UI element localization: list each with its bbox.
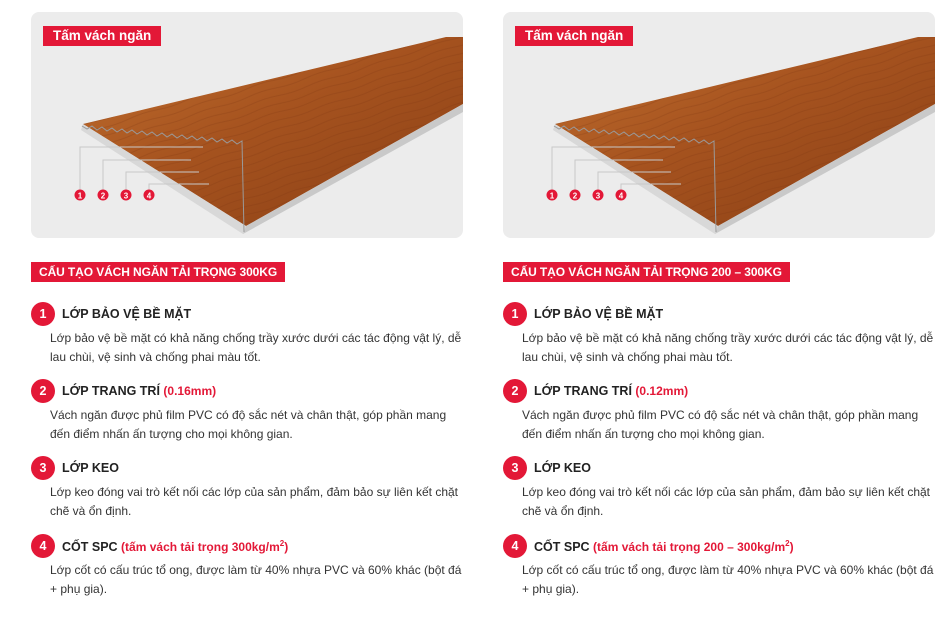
layer-title: LỚP BẢO VỆ BỀ MẶT	[62, 307, 192, 321]
marker-label: 1	[549, 191, 555, 201]
layer-title: LỚP KEO	[534, 461, 591, 475]
layer-number-badge: 1	[503, 302, 527, 326]
layer-load-note: (tấm vách tải trọng $300kg/m^2$)	[121, 539, 289, 554]
layer-number-badge: 3	[31, 456, 55, 480]
layer-title: CỐT SPC (tấm vách tải trọng $300kg/m^2$)	[62, 539, 289, 554]
layer-title: CỐT SPC (tấm vách tải trọng $200 - 300kg/m^2$)	[534, 539, 794, 554]
marker-label: 3	[123, 191, 129, 201]
layer-thickness: (0.12mm)	[635, 384, 689, 398]
layer-description: Lớp bảo vệ bề mặt có khả năng chống trầy xước dưới các tác động vật lý, dễ lau chùi, vệ sinh và chống phai màu tốt.	[50, 331, 462, 364]
layer-title: LỚP BẢO VỆ BỀ MẶT	[534, 307, 664, 321]
layer-markers	[75, 190, 155, 201]
layer-load-note: (tấm vách tải trọng $200 - 300kg/m^2$)	[593, 539, 794, 554]
layer-number-badge: 4	[31, 534, 55, 558]
layer-description: Lớp cốt có cấu trúc tổ ong, được làm từ 40% nhựa PVC và 60% khác (bột đá + phụ gia).	[50, 563, 462, 596]
image-tag: Tấm vách ngăn	[515, 26, 633, 46]
layer-number-badge: 3	[503, 456, 527, 480]
section-heading: CẤU TẠO VÁCH NGĂN TẢI TRỌNG 300KG	[31, 262, 285, 282]
marker-label: 2	[572, 191, 578, 201]
layer-description: Lớp keo đóng vai trò kết nối các lớp của sản phẩm, đảm bảo sự liên kết chặt chẽ và ổn định.	[522, 485, 930, 518]
layer-description: Lớp keo đóng vai trò kết nối các lớp của sản phẩm, đảm bảo sự liên kết chặt chẽ và ổn định.	[50, 485, 458, 518]
panel-illustration	[503, 12, 935, 238]
layer-thickness: (0.16mm)	[163, 384, 217, 398]
layer-title: LỚP KEO	[62, 461, 119, 475]
marker-label: 4	[146, 191, 152, 201]
layer-number-badge: 4	[503, 534, 527, 558]
marker-label: 4	[618, 191, 624, 201]
section-heading: CẤU TẠO VÁCH NGĂN TẢI TRỌNG 200 – 300KG	[503, 262, 790, 282]
layer-title: LỚP TRANG TRÍ (0.12mm)	[534, 384, 689, 398]
marker-label: 1	[77, 191, 83, 201]
layer-description: Vách ngăn được phủ film PVC có độ sắc nét và chân thật, góp phần mang đến điểm nhấn ấn tượng cho mọi không gian.	[522, 408, 919, 441]
layer-number-badge: 2	[503, 379, 527, 403]
image-tag: Tấm vách ngăn	[43, 26, 161, 46]
layer-number-badge: 2	[31, 379, 55, 403]
layer-description: Vách ngăn được phủ film PVC có độ sắc nét và chân thật, góp phần mang đến điểm nhấn ấn tượng cho mọi không gian.	[50, 408, 447, 441]
panel-illustration	[31, 12, 463, 238]
layer-description: Lớp bảo vệ bề mặt có khả năng chống trầy xước dưới các tác động vật lý, dễ lau chùi, vệ sinh và chống phai màu tốt.	[522, 331, 934, 364]
layer-markers	[547, 190, 627, 201]
layer-description: Lớp cốt có cấu trúc tổ ong, được làm từ 40% nhựa PVC và 60% khác (bột đá + phụ gia).	[522, 563, 934, 596]
layer-title: LỚP TRANG TRÍ (0.16mm)	[62, 384, 217, 398]
layer-number-badge: 1	[31, 302, 55, 326]
marker-label: 3	[595, 191, 601, 201]
marker-label: 2	[100, 191, 106, 201]
